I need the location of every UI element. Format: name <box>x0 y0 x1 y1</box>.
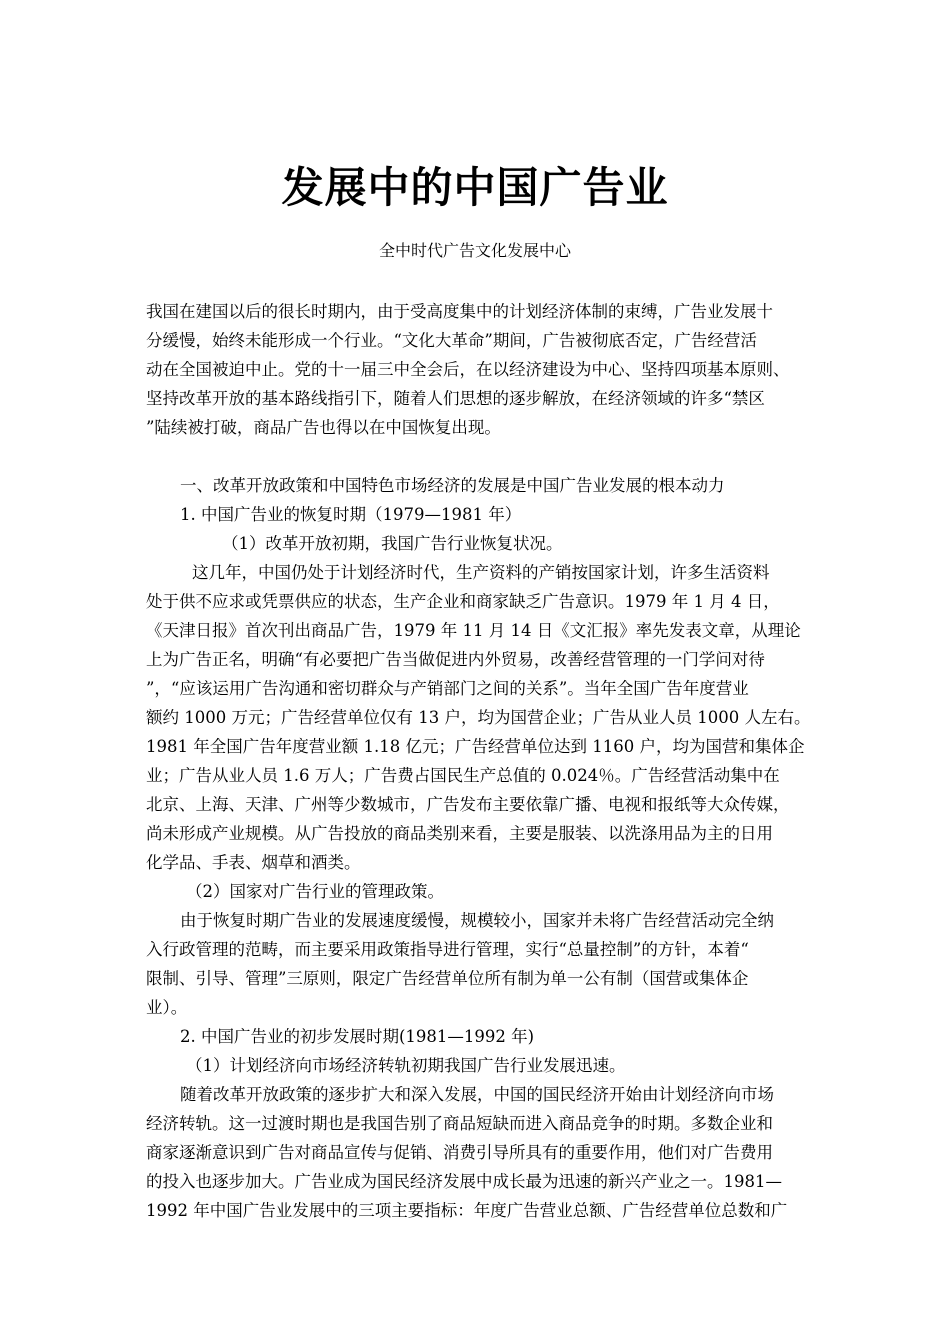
text-line: 1981 年全国广告年度营业额 1.18 亿元；广告经营单位达到 1160 户，均为国营和集体企 <box>146 737 805 756</box>
text-line: 处于供不应求或凭票供应的状态，生产企业和商家缺乏广告意识。1979 年 1 月 4 日， <box>146 592 780 611</box>
text-line: 限制、引导、管理”三原则，限定广告经营单位所有制为单一公有制（国营或集体企 <box>146 969 749 988</box>
text-line: ”陆续被打破，商品广告也得以在中国恢复出现。 <box>146 418 501 437</box>
section-heading: 一、改革开放政策和中国特色市场经济的发展是中国广告业发展的根本动力 <box>180 476 725 495</box>
text-line: 额约 1000 万元；广告经营单位仅有 13 户，均为国营企业；广告从业人员 1000 人左右。 <box>146 708 811 727</box>
text-line: 我国在建国以后的很长时期内，由于受高度集中的计划经济体制的束缚，广告业发展十 <box>146 302 773 321</box>
subsection-heading: 1. 中国广告业的恢复时期（1979—1981 年） <box>180 505 522 524</box>
blank-line <box>146 442 886 471</box>
text-line: 上为广告正名，明确“有必要把广告当做促进内外贸易，改善经营管理的一门学问对待 <box>146 650 765 669</box>
paragraph <box>146 1080 886 1225</box>
intro-paragraph <box>146 297 886 442</box>
text-line: 入行政管理的范畴，而主要采用政策指导进行管理，实行“总量控制”的方针，本着“ <box>146 940 749 959</box>
item-heading: （2）国家对广告行业的管理政策。 <box>186 882 444 901</box>
text-line: 经济转轨。这一过渡时期也是我国告别了商品短缺而进入商品竞争的时期。多数企业和 <box>146 1114 773 1133</box>
paragraph <box>146 558 886 877</box>
text-line: 的投入也逐步加大。广告业成为国民经济发展中成长最为迅速的新兴产业之一。1981— <box>146 1172 782 1191</box>
document-title: 发展中的中国广告业 <box>281 163 669 212</box>
text-line: 由于恢复时期广告业的发展速度缓慢，规模较小，国家并未将广告经营活动完全纳 <box>180 911 774 930</box>
text-line: 业）。 <box>146 998 188 1017</box>
text-line: ”，“应该运用广告沟通和密切群众与产销部门之间的关系”。当年全国广告年度营业 <box>146 679 749 698</box>
text-line: 动在全国被迫中止。党的十一届三中全会后，在以经济建设为中心、坚持四项基本原则、 <box>146 360 790 379</box>
item-heading: （1）计划经济向市场经济转轨初期我国广告行业发展迅速。 <box>186 1056 626 1075</box>
text-line: 这几年，中国仍处于计划经济时代，生产资料的产销按国家计划，许多生活资料 <box>192 563 770 582</box>
text-line: 随着改革开放政策的逐步扩大和深入发展，中国的国民经济开始由计划经济向市场 <box>180 1085 774 1104</box>
text-line: 尚未形成产业规模。从广告投放的商品类别来看，主要是服装、以洗涤用品为主的日用 <box>146 824 773 843</box>
document-author: 全中时代广告文化发展中心 <box>378 241 571 260</box>
text-line: 《天津日报》首次刊出商品广告，1979 年 11 月 14 日《文汇报》率先发表文章，从理论 <box>146 621 801 640</box>
text-line: 分缓慢，始终未能形成一个行业。“文化大革命”期间，广告被彻底否定，广告经营活 <box>146 331 757 350</box>
text-line: 化学品、手表、烟草和酒类。 <box>146 853 361 872</box>
subsection-heading: 2. 中国广告业的初步发展时期(1981—1992 年) <box>180 1027 535 1046</box>
document-body <box>146 297 886 1225</box>
text-line: 1992 年中国广告业发展中的三项主要指标：年度广告营业总额、广告经营单位总数和广 <box>146 1201 788 1220</box>
item-heading: （1）改革开放初期，我国广告行业恢复状况。 <box>222 534 563 553</box>
text-line: 坚持改革开放的基本路线指引下，随着人们思想的逐步解放，在经济领域的许多“禁区 <box>146 389 765 408</box>
paragraph <box>146 906 886 1022</box>
text-line: 业；广告从业人员 1.6 万人；广告费占国民生产总值的 0.024％。广告经营活动集中在 <box>146 766 780 785</box>
text-line: 北京、上海、天津、广州等少数城市，广告发布主要依靠广播、电视和报纸等大众传媒， <box>146 795 790 814</box>
text-line: 商家逐渐意识到广告对商品宣传与促销、消费引导所具有的重要作用，他们对广告费用 <box>146 1143 773 1162</box>
